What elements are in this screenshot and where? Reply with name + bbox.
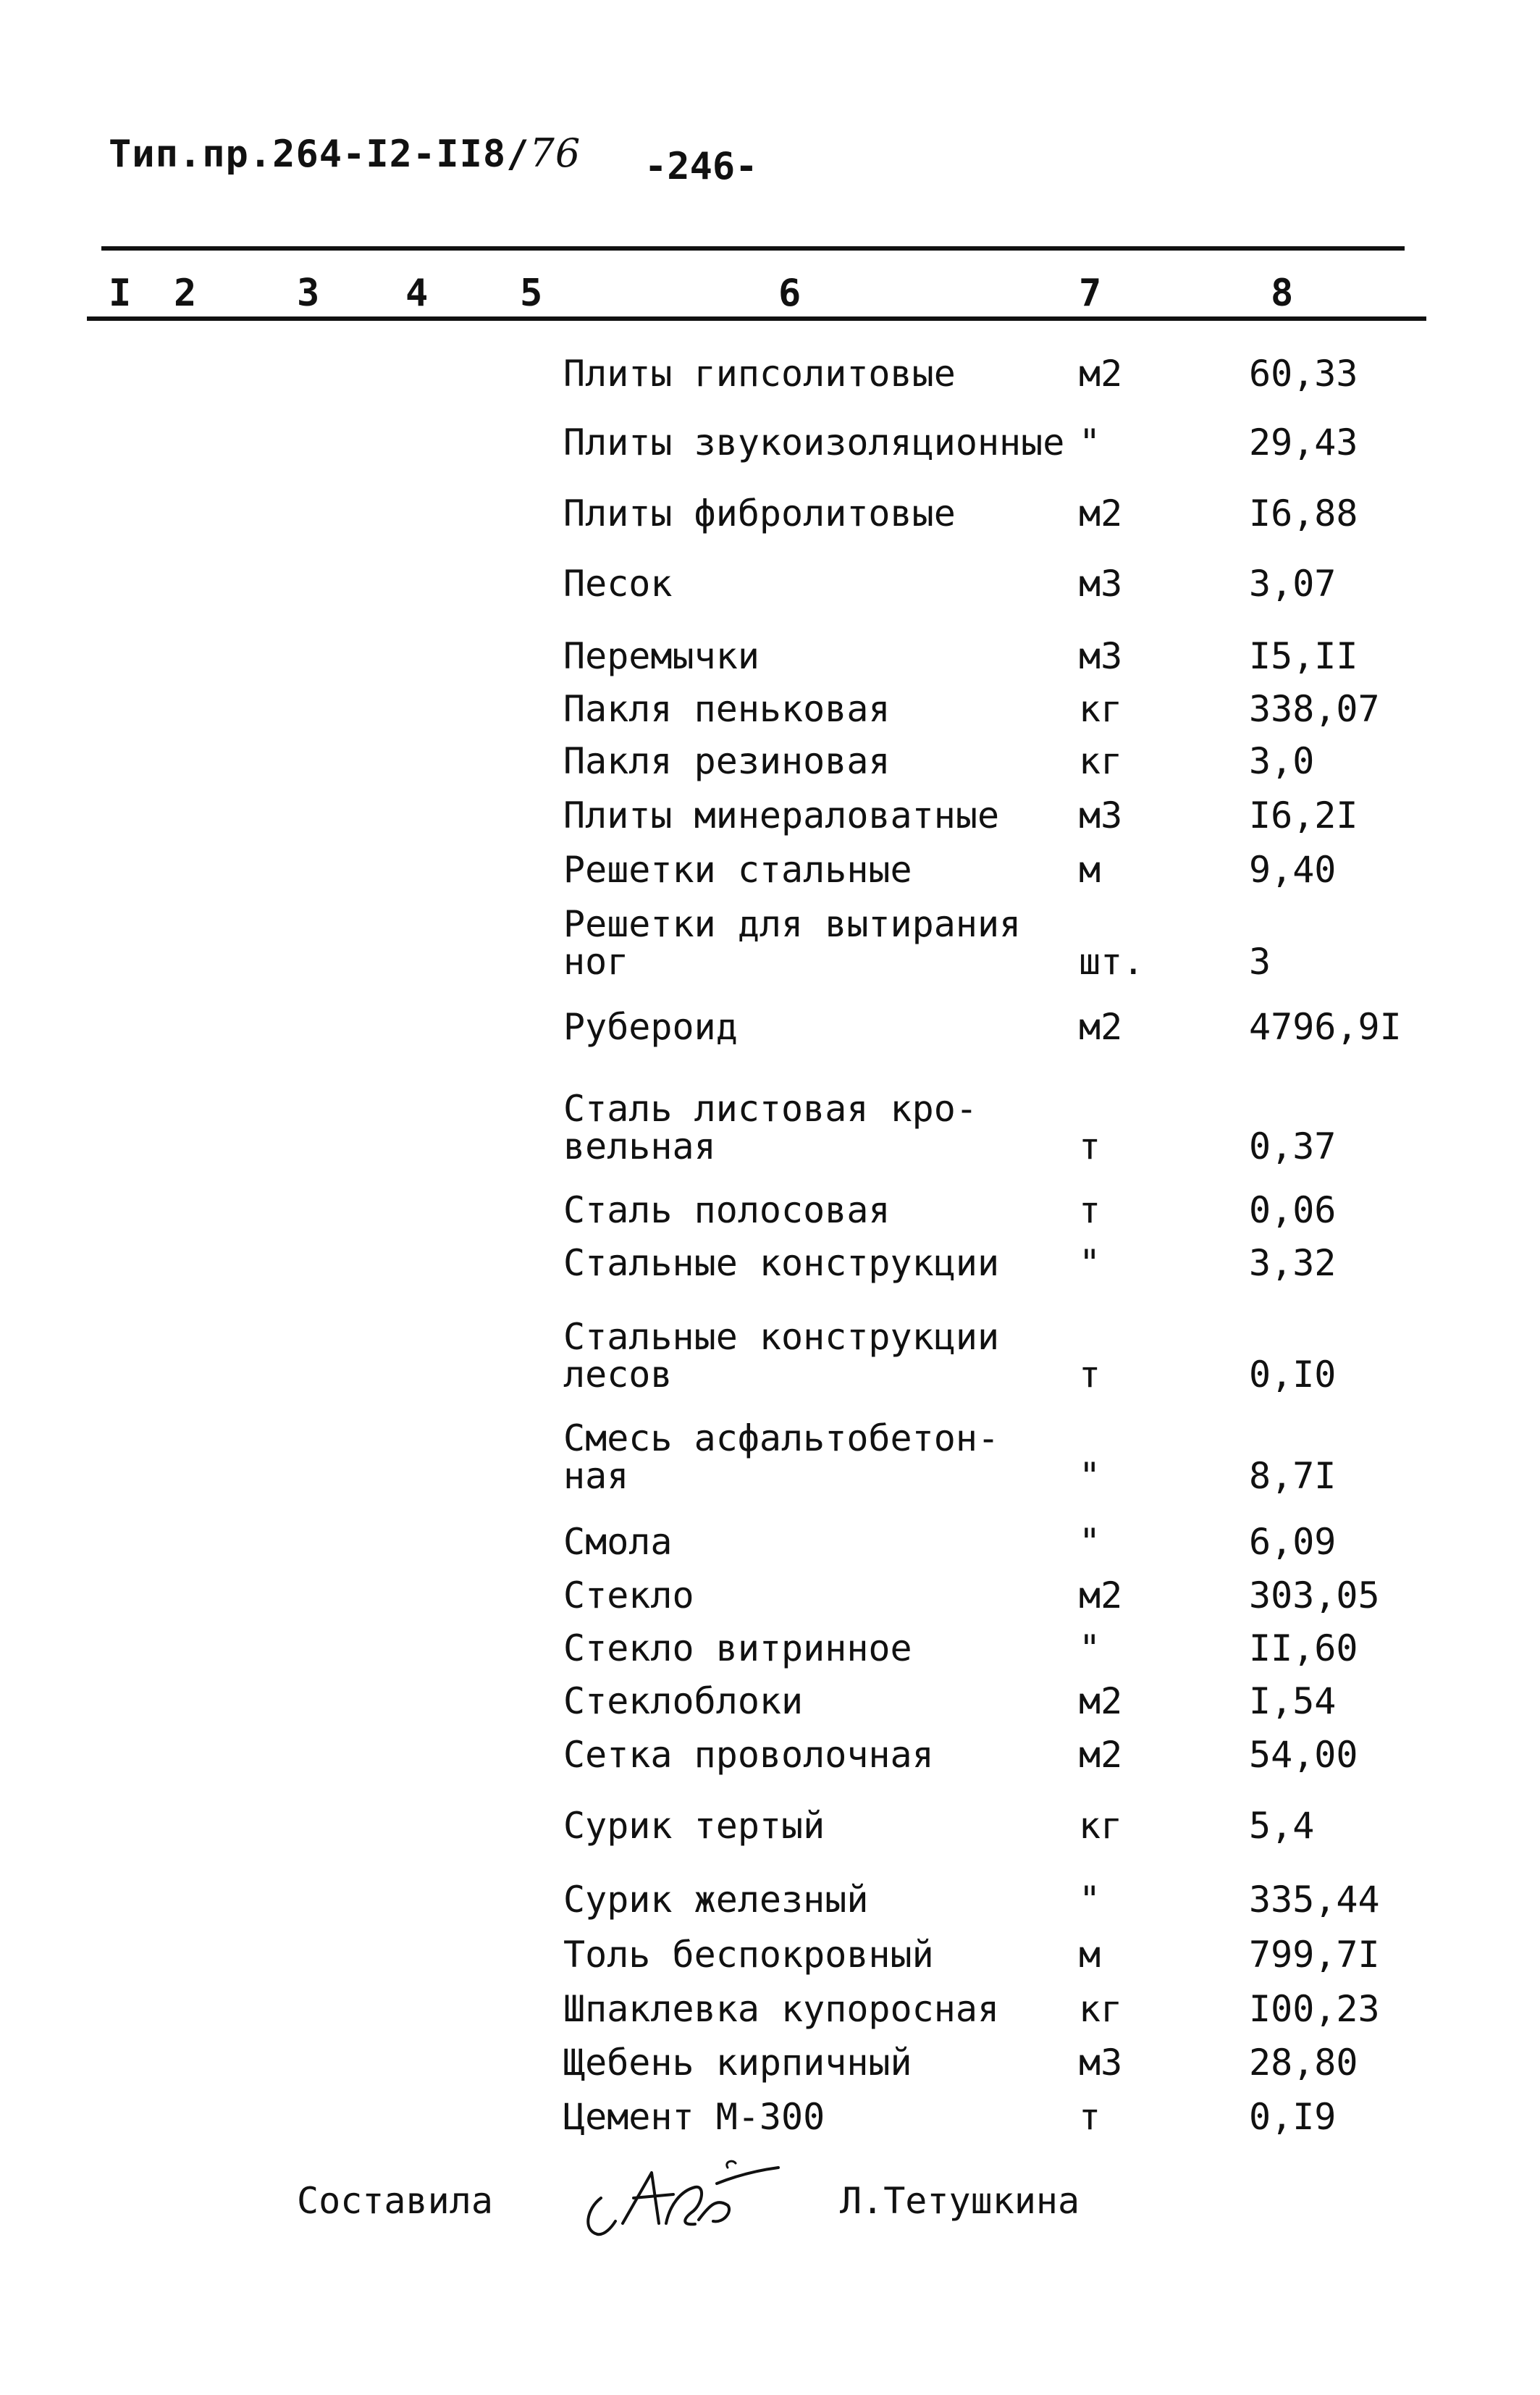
material-name — [563, 851, 912, 889]
unit-of-measure: м2 — [1079, 1680, 1123, 1722]
column-number: 2 — [174, 272, 197, 315]
material-name-line: Перемычки — [563, 635, 760, 677]
material-name-line: вельная — [563, 1125, 716, 1167]
material-name-line: Стекло витринное — [563, 1627, 912, 1669]
material-name — [563, 2042, 912, 2084]
material-name-line: Плиты фибролитовые — [563, 492, 956, 534]
unit-of-measure: м2 — [1079, 1734, 1123, 1776]
material-name — [563, 1629, 912, 1667]
material-name — [563, 1879, 869, 1921]
unit-of-measure: кг — [1079, 740, 1123, 782]
material-name-line: Пакля резиновая — [563, 740, 891, 782]
material-name-line: Толь беспокровный — [563, 1934, 934, 1976]
unit-of-measure: м2 — [1079, 492, 1123, 534]
unit-of-measure: " — [1079, 1627, 1101, 1669]
quantity: II,60 — [1249, 1627, 1358, 1669]
column-number: I — [109, 272, 132, 315]
unit-of-measure: " — [1079, 1455, 1101, 1497]
quantity: 0,06 — [1249, 1189, 1337, 1231]
column-number: 3 — [297, 272, 320, 315]
material-name — [563, 1090, 977, 1165]
quantity: I,54 — [1249, 1680, 1337, 1722]
material-name — [563, 421, 1065, 464]
unit-of-measure: м3 — [1079, 794, 1123, 836]
material-name-line: Решетки для вытирания — [563, 903, 1022, 945]
material-name — [563, 905, 1021, 981]
quantity: 303,05 — [1249, 1574, 1380, 1616]
material-name-line: Стекло — [563, 1574, 694, 1616]
material-name-line: Цемент М-300 — [563, 2096, 825, 2138]
unit-of-measure: " — [1079, 421, 1101, 464]
quantity: 799,7I — [1249, 1934, 1380, 1976]
material-name-line: Песок — [563, 563, 673, 605]
material-name-line: Рубероид — [563, 1006, 738, 1048]
unit-of-measure: т — [1079, 1354, 1101, 1396]
quantity: 28,80 — [1249, 2042, 1358, 2084]
unit-of-measure: м3 — [1079, 2042, 1123, 2084]
column-number: 7 — [1079, 272, 1102, 315]
unit-of-measure: " — [1079, 1879, 1101, 1921]
quantity: I6,88 — [1249, 492, 1358, 534]
quantity: 3 — [1249, 941, 1271, 983]
unit-of-measure: " — [1079, 1521, 1101, 1563]
material-name — [563, 355, 956, 393]
material-name — [563, 1191, 891, 1229]
document-code — [109, 130, 581, 176]
material-name-line: Стальные конструкции — [563, 1242, 1000, 1284]
unit-of-measure: кг — [1079, 1988, 1123, 2030]
unit-of-measure: шт. — [1079, 941, 1145, 983]
quantity: 0,I0 — [1249, 1354, 1337, 1396]
quantity: 0,I9 — [1249, 2096, 1337, 2138]
quantity: 8,7I — [1249, 1455, 1337, 1497]
quantity: 60,33 — [1249, 353, 1358, 395]
unit-of-measure: т — [1079, 2096, 1101, 2138]
material-name — [563, 637, 760, 675]
material-name — [563, 742, 891, 780]
column-number: 8 — [1271, 272, 1294, 315]
quantity: 3,0 — [1249, 740, 1315, 782]
unit-of-measure: м2 — [1079, 1574, 1123, 1616]
quantity: 5,4 — [1249, 1805, 1315, 1847]
signer-name: Л.Тетушкина — [840, 2180, 1080, 2222]
material-name — [563, 1523, 673, 1561]
quantity: 54,00 — [1249, 1734, 1358, 1776]
unit-of-measure: м3 — [1079, 635, 1123, 677]
material-name — [563, 565, 673, 603]
material-name — [563, 1244, 999, 1282]
unit-of-measure: м3 — [1079, 563, 1123, 605]
quantity: I5,II — [1249, 635, 1358, 677]
material-name-line: Сурик тертый — [563, 1805, 825, 1847]
quantity: 6,09 — [1249, 1521, 1337, 1563]
quantity: 335,44 — [1249, 1879, 1380, 1921]
material-name-line: Решетки стальные — [563, 849, 912, 891]
material-name — [563, 794, 1000, 836]
material-name — [563, 492, 956, 534]
document-code-typed: Тип.пр.264-I2-II8/ — [109, 133, 530, 176]
material-name — [563, 1682, 803, 1720]
material-name-line: Плиты звукоизоляционные — [563, 421, 1065, 464]
page-number: -246- — [644, 145, 758, 188]
material-name — [563, 1990, 999, 2028]
signature-label: Составила — [297, 2180, 493, 2222]
material-name — [563, 1574, 694, 1616]
material-name — [563, 1936, 934, 1974]
material-name — [563, 1008, 738, 1046]
material-name-line: Сталь полосовая — [563, 1189, 891, 1231]
quantity: 338,07 — [1249, 688, 1380, 730]
quantity: 4796,9I — [1249, 1006, 1402, 1048]
material-name-line: Сетка проволочная — [563, 1734, 934, 1776]
column-number: 6 — [778, 272, 801, 315]
material-name — [563, 1316, 1000, 1396]
material-name-line: Щебень кирпичный — [563, 2042, 912, 2084]
material-name-line: ная — [563, 1455, 629, 1497]
handwritten-signature — [572, 2155, 782, 2249]
unit-of-measure: м2 — [1079, 1006, 1123, 1048]
quantity: 29,43 — [1249, 421, 1358, 464]
column-number: 4 — [405, 272, 429, 315]
material-name — [563, 2098, 825, 2136]
material-name-line: ног — [563, 941, 629, 983]
material-name-line: Сурик железный — [563, 1879, 869, 1921]
material-name-line: Смесь асфальтобетон- — [563, 1417, 1000, 1459]
material-name — [563, 1736, 934, 1774]
unit-of-measure: м — [1079, 849, 1101, 891]
document-code-handwritten: 76 — [529, 130, 581, 176]
material-name-line: Стеклоблоки — [563, 1680, 804, 1722]
material-name — [563, 690, 891, 728]
unit-of-measure: " — [1079, 1242, 1101, 1284]
table-header-rule — [87, 316, 1426, 321]
material-name — [563, 1419, 999, 1495]
unit-of-measure: м — [1079, 1934, 1101, 1976]
material-name-line: Плиты гипсолитовые — [563, 353, 956, 395]
quantity: 0,37 — [1249, 1125, 1337, 1167]
material-name — [563, 1807, 825, 1845]
material-name-line: Шпаклевка купоросная — [563, 1988, 1000, 2030]
quantity: I6,2I — [1249, 794, 1358, 836]
material-name-line: Стальные конструкции — [563, 1316, 1000, 1358]
unit-of-measure: м2 — [1079, 353, 1123, 395]
unit-of-measure: т — [1079, 1125, 1101, 1167]
quantity: 3,07 — [1249, 563, 1337, 605]
column-number: 5 — [520, 272, 543, 315]
material-name-line: Плиты минераловатные — [563, 794, 1000, 836]
quantity: I00,23 — [1249, 1988, 1380, 2030]
unit-of-measure: кг — [1079, 688, 1123, 730]
table-top-rule — [101, 246, 1405, 251]
material-name-line: Пакля пеньковая — [563, 688, 891, 730]
material-name-line: лесов — [563, 1354, 673, 1396]
material-name-line: Смола — [563, 1521, 673, 1563]
material-name-line: Сталь листовая кро- — [563, 1088, 977, 1130]
unit-of-measure: кг — [1079, 1805, 1123, 1847]
unit-of-measure: т — [1079, 1189, 1101, 1231]
quantity: 3,32 — [1249, 1242, 1337, 1284]
quantity: 9,40 — [1249, 849, 1337, 891]
